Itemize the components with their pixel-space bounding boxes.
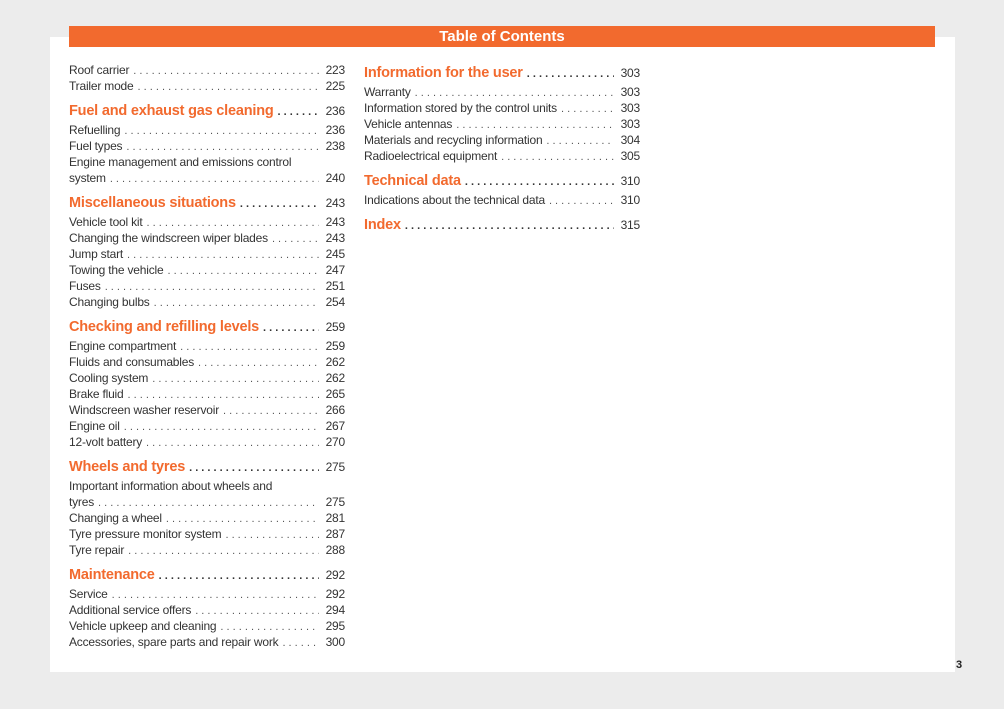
- toc-entry-label: Indications about the technical data: [364, 193, 545, 207]
- toc-entry-label: Important information about wheels and: [69, 479, 273, 493]
- toc-entry-label: system: [69, 171, 106, 185]
- dot-leader: [549, 193, 614, 209]
- toc-page-number: 225: [325, 79, 345, 93]
- toc-entry-row[interactable]: [364, 100, 640, 116]
- toc-page-number: 305: [620, 149, 640, 163]
- toc-page-number: 223: [325, 63, 345, 77]
- toc-entry-label: Vehicle upkeep and cleaning: [69, 619, 217, 633]
- toc-entry-row[interactable]: [69, 122, 345, 138]
- toc-entry-label: Tyre repair: [69, 543, 125, 557]
- dot-leader: [527, 63, 614, 85]
- toc-entry-row[interactable]: [69, 246, 345, 262]
- toc-page-number: 303: [620, 117, 640, 131]
- toc-chapter-title: Miscellaneous situations: [69, 195, 236, 211]
- toc-page-number: 243: [325, 215, 345, 229]
- toc-entry-label: Tyre pressure monitor system: [69, 527, 222, 541]
- page-number: 3: [956, 659, 963, 671]
- toc-entry-label: Changing a wheel: [69, 511, 162, 525]
- toc-entry-label: Cooling system: [69, 371, 149, 385]
- toc-chapter-title: Maintenance: [69, 567, 155, 583]
- toc-entry-row[interactable]: [69, 586, 345, 602]
- toc-entry-row[interactable]: [69, 494, 345, 510]
- toc-entry-row[interactable]: [69, 478, 345, 494]
- toc-entry-label: Brake fluid: [69, 387, 124, 401]
- toc-entry-row[interactable]: [364, 192, 640, 208]
- toc-page-number: 294: [325, 603, 345, 617]
- toc-entry-label: Roof carrier: [69, 63, 130, 77]
- toc-entry-label: Windscreen washer reservoir: [69, 403, 219, 417]
- toc-page-number: 238: [325, 139, 345, 153]
- dot-leader: [146, 435, 319, 451]
- toc-entry-row[interactable]: [69, 602, 345, 618]
- toc-entry-row[interactable]: [364, 132, 640, 148]
- dot-leader: [225, 527, 319, 543]
- toc-entry-label: Additional service offers: [69, 603, 192, 617]
- dot-leader: [110, 171, 319, 187]
- toc-entry-row[interactable]: [69, 510, 345, 526]
- toc-entry-row[interactable]: [69, 338, 345, 354]
- toc-left-column: [69, 62, 345, 650]
- toc-page-number: 275: [325, 460, 345, 474]
- toc-entry-label: Engine compartment: [69, 339, 177, 353]
- toc-chapter-title: Checking and refilling levels: [69, 319, 260, 335]
- toc-page-number: 303: [620, 66, 640, 80]
- toc-chapter-row[interactable]: [69, 192, 345, 214]
- dot-leader: [240, 193, 319, 215]
- dot-leader: [128, 387, 320, 403]
- toc-page-number: 300: [325, 635, 345, 649]
- toc-entry-row[interactable]: [364, 148, 640, 164]
- dot-leader: [128, 543, 319, 559]
- dot-leader: [263, 317, 319, 339]
- dot-leader: [112, 587, 319, 603]
- toc-entry-row[interactable]: [69, 634, 345, 650]
- toc-entry-label: Trailer mode: [69, 79, 134, 93]
- toc-entry-label: Materials and recycling information: [364, 133, 543, 147]
- toc-entry-label: Accessories, spare parts and repair work: [69, 635, 279, 649]
- toc-page-number: 275: [325, 495, 345, 509]
- toc-page-number: 247: [325, 263, 345, 277]
- dot-leader: [105, 279, 319, 295]
- toc-chapter-row[interactable]: [69, 100, 345, 122]
- toc-entry-label: Fuses: [69, 279, 101, 293]
- toc-page-number: 270: [325, 435, 345, 449]
- toc-entry-row[interactable]: [69, 618, 345, 634]
- toc-entry-label: Information stored by the control units: [364, 101, 557, 115]
- toc-entry-label: Vehicle antennas: [364, 117, 453, 131]
- dot-leader: [133, 63, 319, 79]
- toc-entry-row[interactable]: [69, 402, 345, 418]
- dot-leader: [124, 123, 319, 139]
- toc-entry-row[interactable]: [69, 278, 345, 294]
- toc-chapter-row[interactable]: [69, 456, 345, 478]
- toc-page-number: 254: [325, 295, 345, 309]
- toc-page-number: 295: [325, 619, 345, 633]
- dot-leader: [546, 133, 614, 149]
- toc-entry-label: Service: [69, 587, 108, 601]
- toc-page-number: 251: [325, 279, 345, 293]
- toc-chapter-row[interactable]: [364, 214, 640, 236]
- toc-entry-row[interactable]: [69, 434, 345, 450]
- page-title: Table of Contents: [69, 26, 935, 47]
- toc-page-number: 259: [325, 320, 345, 334]
- toc-entry-row[interactable]: [69, 214, 345, 230]
- dot-leader: [138, 79, 319, 95]
- dot-leader: [456, 117, 614, 133]
- toc-page-number: 304: [620, 133, 640, 147]
- toc-entry-row[interactable]: [69, 418, 345, 434]
- toc-entry-label: Fuel types: [69, 139, 123, 153]
- toc-page-number: 292: [325, 568, 345, 582]
- toc-page-number: 303: [620, 101, 640, 115]
- dot-leader: [405, 215, 614, 237]
- toc-entry-label: Engine management and emissions control: [69, 155, 292, 169]
- toc-entry-row[interactable]: [69, 370, 345, 386]
- toc-page-number: 303: [620, 85, 640, 99]
- dot-leader: [278, 101, 319, 123]
- dot-leader: [159, 565, 319, 587]
- dot-leader: [166, 511, 319, 527]
- toc-entry-row[interactable]: [69, 78, 345, 94]
- dot-leader: [465, 171, 614, 193]
- dot-leader: [127, 247, 319, 263]
- toc-page-number: 262: [325, 371, 345, 385]
- dot-leader: [167, 263, 319, 279]
- dot-leader: [223, 403, 319, 419]
- dot-leader: [152, 371, 319, 387]
- toc-chapter-title: Information for the user: [364, 65, 523, 81]
- dot-leader: [195, 603, 319, 619]
- toc-page-number: 315: [620, 218, 640, 232]
- dot-leader: [198, 355, 319, 371]
- toc-entry-label: Fluids and consumables: [69, 355, 195, 369]
- toc-entry-row[interactable]: [364, 116, 640, 132]
- toc-chapter-row[interactable]: [364, 62, 640, 84]
- toc-page-number: 243: [325, 231, 345, 245]
- toc-entry-label: Radioelectrical equipment: [364, 149, 498, 163]
- toc-chapter-title: Wheels and tyres: [69, 459, 186, 475]
- dot-leader: [561, 101, 614, 117]
- toc-entry-row[interactable]: [69, 354, 345, 370]
- toc-entry-label: Changing bulbs: [69, 295, 150, 309]
- toc-entry-row[interactable]: [364, 84, 640, 100]
- dot-leader: [272, 231, 319, 247]
- toc-entry-row[interactable]: [69, 154, 345, 170]
- dot-leader: [501, 149, 614, 165]
- dot-leader: [124, 419, 319, 435]
- toc-entry-label: Engine oil: [69, 419, 120, 433]
- toc-page-number: 236: [325, 123, 345, 137]
- toc-entry-row[interactable]: [69, 170, 345, 186]
- toc-page-number: 245: [325, 247, 345, 261]
- toc-chapter-title: Fuel and exhaust gas cleaning: [69, 103, 274, 119]
- dot-leader: [154, 295, 319, 311]
- toc-right-column: [364, 62, 640, 236]
- toc-entry-row[interactable]: [69, 138, 345, 154]
- toc-entry-label: Jump start: [69, 247, 124, 261]
- toc-chapter-title: Technical data: [364, 173, 461, 189]
- toc-entry-label: Warranty: [364, 85, 411, 99]
- toc-entry-row[interactable]: [69, 62, 345, 78]
- dot-leader: [98, 495, 319, 511]
- toc-chapter-title: Index: [364, 217, 401, 233]
- dot-leader: [415, 85, 614, 101]
- toc-page-number: 287: [325, 527, 345, 541]
- toc-page-number: 265: [325, 387, 345, 401]
- dot-leader: [147, 215, 319, 231]
- toc-entry-row[interactable]: [69, 230, 345, 246]
- dot-leader: [220, 619, 319, 635]
- toc-chapter-row[interactable]: [69, 316, 345, 338]
- dot-leader: [180, 339, 319, 355]
- toc-page-number: 267: [325, 419, 345, 433]
- toc-entry-label: Vehicle tool kit: [69, 215, 143, 229]
- toc-page-number: 262: [325, 355, 345, 369]
- toc-page-number: 310: [620, 174, 640, 188]
- dot-leader: [189, 457, 319, 479]
- toc-page-number: 292: [325, 587, 345, 601]
- toc-page-number: 236: [325, 104, 345, 118]
- toc-chapter-row[interactable]: [364, 170, 640, 192]
- toc-entry-row[interactable]: [69, 262, 345, 278]
- toc-page-number: 240: [325, 171, 345, 185]
- toc-page-number: 288: [325, 543, 345, 557]
- toc-entry-row[interactable]: [69, 542, 345, 558]
- toc-page-number: 310: [620, 193, 640, 207]
- toc-page-number: 266: [325, 403, 345, 417]
- dot-leader: [126, 139, 319, 155]
- toc-entry-label: tyres: [69, 495, 95, 509]
- toc-entry-label: Refuelling: [69, 123, 121, 137]
- toc-entry-label: Towing the vehicle: [69, 263, 164, 277]
- dot-leader: [282, 635, 319, 651]
- toc-entry-row[interactable]: [69, 526, 345, 542]
- toc-page-number: 281: [325, 511, 345, 525]
- toc-chapter-row[interactable]: [69, 564, 345, 586]
- toc-page-number: 243: [325, 196, 345, 210]
- toc-page-number: 259: [325, 339, 345, 353]
- toc-entry-row[interactable]: [69, 386, 345, 402]
- toc-entry-label: Changing the windscreen wiper blades: [69, 231, 268, 245]
- toc-entry-label: 12-volt battery: [69, 435, 143, 449]
- toc-entry-row[interactable]: [69, 294, 345, 310]
